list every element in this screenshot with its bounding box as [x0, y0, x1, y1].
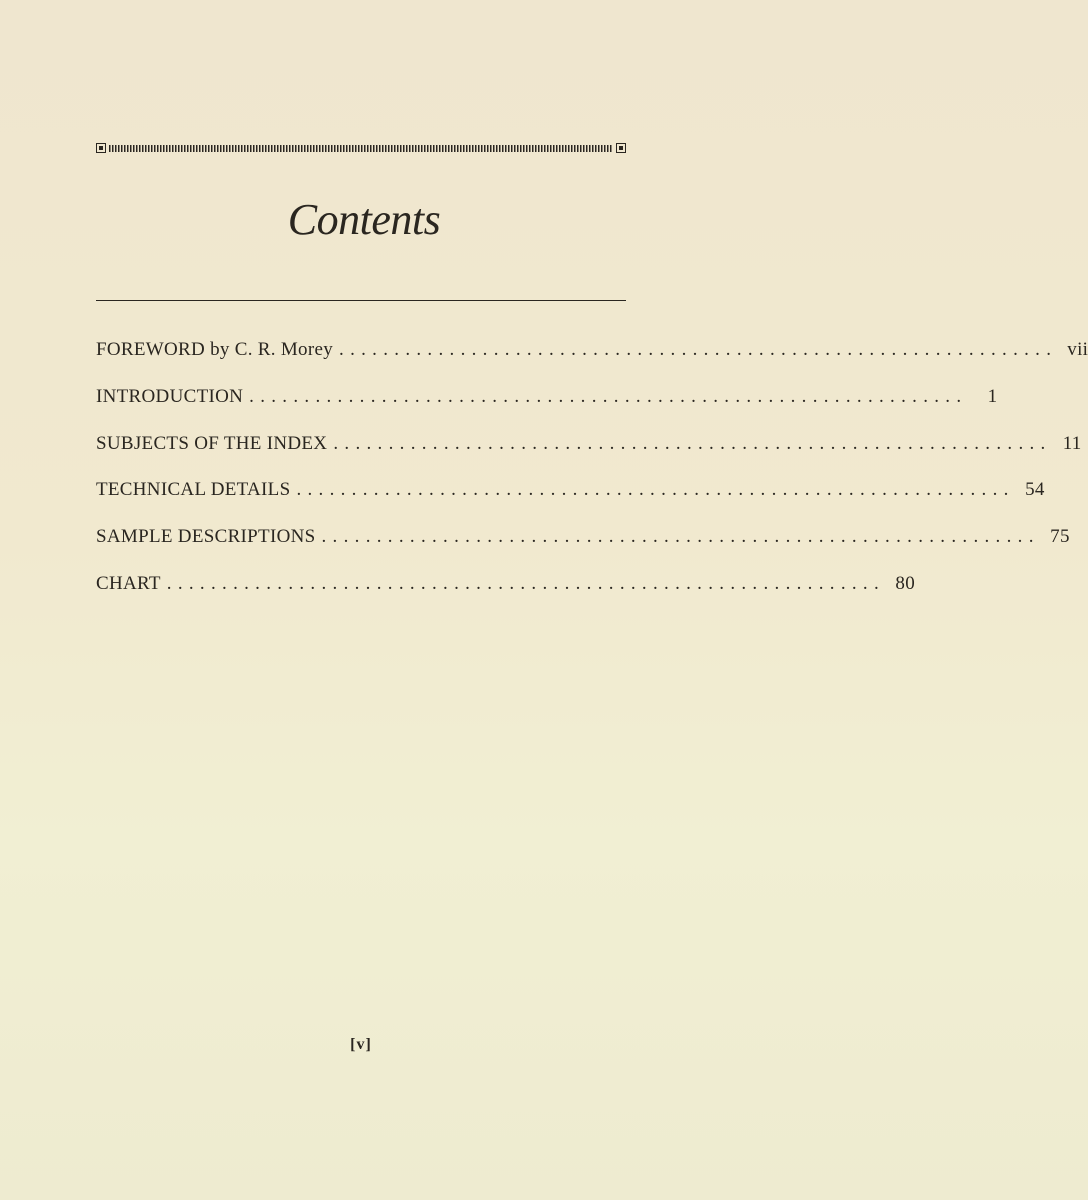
toc-entry-page: 80 — [895, 572, 916, 594]
toc-entry-title: TECHNICAL DETAILS — [96, 479, 291, 501]
toc-leader-dots: ................................................................. — [166, 572, 886, 594]
toc-entry-title: CHART — [96, 572, 161, 594]
ornament-square-right — [616, 143, 626, 153]
page-number: [v] — [350, 1036, 372, 1053]
toc-entry-title: FOREWORD by C. R. Morey — [96, 339, 334, 360]
toc-entry-chart — [96, 572, 916, 620]
toc-entry-page: 11 — [1062, 432, 1082, 454]
toc-entry-page: 1 — [987, 385, 998, 407]
table-of-contents — [96, 339, 1088, 620]
toc-leader-dots: ................................................................. — [249, 385, 968, 407]
toc-leader-dots: ................................................................. — [296, 479, 1015, 501]
ornamental-border — [96, 143, 626, 155]
toc-entry-page: 75 — [1050, 526, 1070, 548]
toc-entry-title: SUBJECTS OF THE INDEX — [96, 432, 328, 454]
toc-entry-title: SAMPLE DESCRIPTIONS — [96, 526, 316, 548]
toc-entry-sample-descriptions — [96, 526, 1070, 573]
ornament-dotted-line — [109, 145, 613, 152]
toc-leader-dots: ................................................................. — [321, 526, 1040, 548]
toc-leader-dots: ................................................................. — [339, 339, 1058, 360]
toc-entry-subjects — [96, 432, 1082, 480]
toc-entry-technical-details — [96, 479, 1045, 526]
toc-entry-page: 54 — [1025, 479, 1045, 501]
page-title: Contents — [287, 195, 441, 244]
ornament-square-left — [96, 143, 106, 153]
title-rule — [96, 300, 626, 301]
toc-entry-foreword — [96, 339, 1088, 386]
toc-entry-introduction — [96, 385, 998, 433]
toc-entry-title: INTRODUCTION — [96, 385, 244, 407]
toc-entry-page: vii — [1067, 339, 1088, 360]
toc-leader-dots: ................................................................. — [333, 432, 1052, 454]
